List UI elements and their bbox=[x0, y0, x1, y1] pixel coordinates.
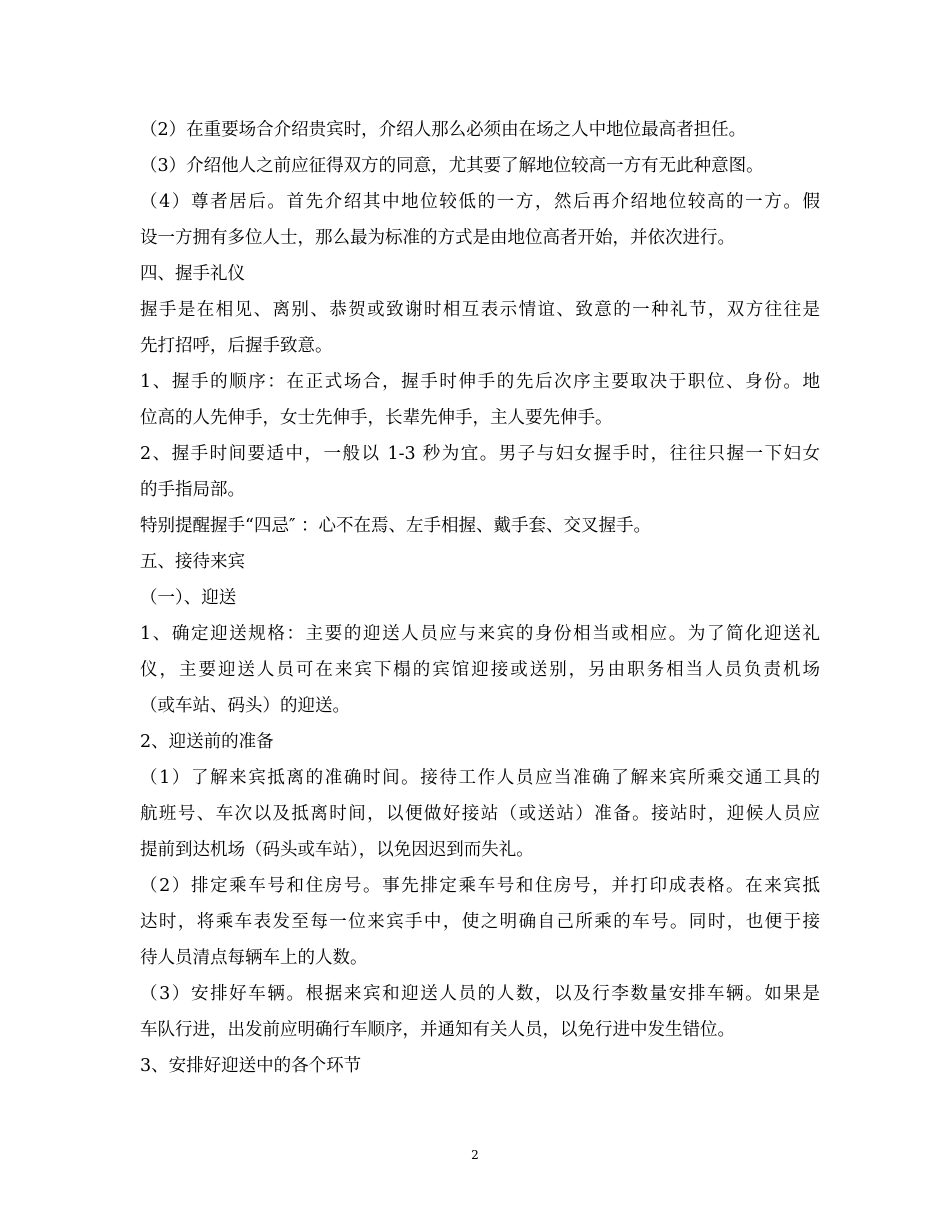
document-body bbox=[140, 112, 820, 1084]
text-line: 1、握手的顺序：在正式场合，握手时伸手的先后次序主要取决于职位、身份。地 bbox=[140, 372, 820, 392]
text-line: 航班号、车次以及抵离时间，以便做好接站（或送站）准备。接站时，迎候人员应 bbox=[140, 804, 820, 824]
text-line: 达时，将乘车表发至每一位来宾手中，使之明确自己所乘的车号。同时，也便于接 bbox=[140, 912, 820, 932]
text-line: （2）排定乘车号和住房号。事先排定乘车号和住房号，并打印成表格。在来宾抵 bbox=[140, 876, 820, 896]
text-line: 握手是在相见、离别、恭贺或致谢时相互表示情谊、致意的一种礼节，双方往往是 bbox=[140, 300, 820, 320]
text-line: （1）了解来宾抵离的准确时间。接待工作人员应当准确了解来宾所乘交通工具的 bbox=[140, 768, 820, 788]
text-line: （2）在重要场合介绍贵宾时，介绍人那么必须由在场之人中地位最高者担任。 bbox=[140, 120, 747, 140]
page-number: 2 bbox=[471, 1148, 479, 1162]
text-line: 待人员清点每辆车上的人数。 bbox=[140, 948, 368, 968]
text-line: （3）介绍他人之前应征得双方的同意，尤其要了解地位较高一方有无此种意图。 bbox=[140, 156, 764, 176]
text-line: 设一方拥有多位人士，那么最为标准的方式是由地位高者开始，并依次进行。 bbox=[140, 228, 735, 248]
section-heading: 五、接待来宾 bbox=[140, 552, 245, 572]
text-line: （4）尊者居后。首先介绍其中地位较低的一方，然后再介绍地位较高的一方。假 bbox=[140, 192, 820, 212]
text-line: 2、握手时间要适中，一般以 1-3 秒为宜。男子与妇女握手时，往往只握一下妇女 bbox=[140, 444, 820, 464]
text-line: 车队行进，出发前应明确行车顺序，并通知有关人员，以免行进中发生错位。 bbox=[140, 1020, 735, 1040]
text-line: 仪，主要迎送人员可在来宾下榻的宾馆迎接或送别，另由职务相当人员负责机场 bbox=[140, 660, 820, 680]
text-line: （3）安排好车辆。根据来宾和迎送人员的人数，以及行李数量安排车辆。如果是 bbox=[140, 984, 820, 1004]
text-line: 的手指局部。 bbox=[140, 480, 245, 500]
text-line: 位高的人先伸手，女士先伸手，长辈先伸手，主人要先伸手。 bbox=[140, 408, 613, 428]
text-line: 3、安排好迎送中的各个环节 bbox=[140, 1056, 362, 1076]
subsection-heading: （一）、迎送 bbox=[140, 588, 237, 608]
text-line: 特别提醒握手“四忌″ ：心不在焉、左手相握、戴手套、交叉握手。 bbox=[140, 516, 652, 536]
section-heading: 四、握手礼仪 bbox=[140, 264, 245, 284]
text-line: 1、确定迎送规格：主要的迎送人员应与来宾的身份相当或相应。为了简化迎送礼 bbox=[140, 624, 820, 644]
text-line: 提前到达机场（码头或车站），以免因迟到而失礼。 bbox=[140, 840, 534, 860]
text-line: 2、迎送前的准备 bbox=[140, 732, 274, 752]
text-line: 先打招呼，后握手致意。 bbox=[140, 336, 333, 356]
text-line: （或车站、码头）的迎送。 bbox=[140, 696, 350, 716]
